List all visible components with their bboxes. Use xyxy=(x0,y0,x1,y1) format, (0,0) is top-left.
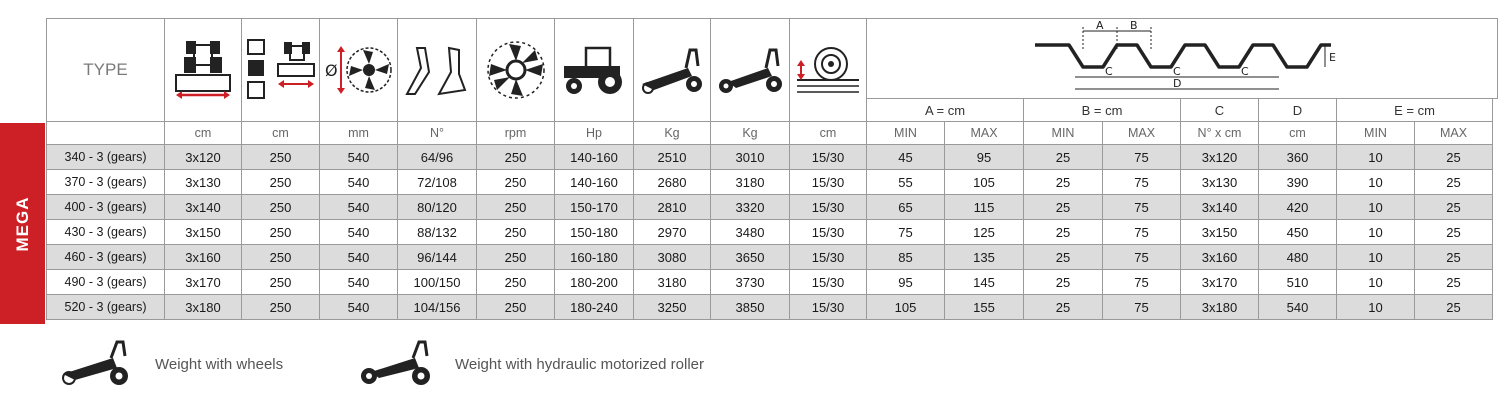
unit-cell: MIN xyxy=(867,122,945,145)
table-cell: 3320 xyxy=(711,195,790,220)
table-cell: 10 xyxy=(1337,195,1415,220)
table-cell: 75 xyxy=(867,220,945,245)
table-cell: 3850 xyxy=(711,295,790,320)
table-cell: 250 xyxy=(242,195,320,220)
param-d-header: D xyxy=(1259,99,1337,122)
blades-icon xyxy=(398,19,477,122)
unit-cell: MIN xyxy=(1024,122,1103,145)
diagram-label-c3: C xyxy=(1241,64,1249,78)
unit-cell: cm xyxy=(165,122,242,145)
table-cell: 15/30 xyxy=(790,195,867,220)
working-depth-icon xyxy=(790,19,867,122)
table-cell: 25 xyxy=(1415,145,1493,170)
table-cell: 250 xyxy=(477,170,555,195)
table-cell: 64/96 xyxy=(398,145,477,170)
table-cell: 3180 xyxy=(634,270,711,295)
table-cell: 250 xyxy=(477,295,555,320)
table-cell: 10 xyxy=(1337,145,1415,170)
table-cell: 80/120 xyxy=(398,195,477,220)
table-cell: 180-240 xyxy=(555,295,634,320)
table-cell: 25 xyxy=(1024,270,1103,295)
param-a-header: A = cm xyxy=(867,99,1024,122)
table-cell: 250 xyxy=(242,270,320,295)
table-cell: 25 xyxy=(1415,170,1493,195)
unit-cell: MAX xyxy=(1415,122,1493,145)
table-cell: 160-180 xyxy=(555,245,634,270)
legend-roller xyxy=(355,336,704,392)
diagram-label-e: E xyxy=(1329,50,1336,64)
table-cell: 15/30 xyxy=(790,295,867,320)
table-cell: 3x180 xyxy=(165,295,242,320)
table-cell: 3x170 xyxy=(1181,270,1259,295)
table-cell: 3480 xyxy=(711,220,790,245)
unit-cell: cm xyxy=(790,122,867,145)
table-cell: 540 xyxy=(320,270,398,295)
table-cell: 15/30 xyxy=(790,145,867,170)
table-cell: 510 xyxy=(1259,270,1337,295)
table-cell: 125 xyxy=(945,220,1024,245)
type-header: TYPE xyxy=(47,19,165,122)
table-cell: 25 xyxy=(1024,145,1103,170)
ridge-profile-diagram xyxy=(867,19,1498,99)
table-cell: 3x170 xyxy=(165,270,242,295)
table-cell: 450 xyxy=(1259,220,1337,245)
table-cell: 480 xyxy=(1259,245,1337,270)
table-cell: 250 xyxy=(477,145,555,170)
table-cell: 3180 xyxy=(711,170,790,195)
table-cell: 540 xyxy=(1259,295,1337,320)
track-width-icon xyxy=(242,19,320,122)
table-cell: 250 xyxy=(477,270,555,295)
table-row xyxy=(47,245,1498,270)
table-cell: 540 xyxy=(320,195,398,220)
unit-cell: Kg xyxy=(711,122,790,145)
legend-wheels-text: Weight with wheels xyxy=(155,355,284,373)
table-cell: 3x180 xyxy=(1181,295,1259,320)
table-cell: 140-160 xyxy=(555,145,634,170)
table-cell: 104/156 xyxy=(398,295,477,320)
unit-cell: N° x cm xyxy=(1181,122,1259,145)
model-type-cell: 520 - 3 (gears) xyxy=(47,295,165,320)
table-cell: 10 xyxy=(1337,245,1415,270)
side-tab-label: MEGA xyxy=(12,196,32,251)
table-cell: 75 xyxy=(1103,195,1181,220)
table-cell: 55 xyxy=(867,170,945,195)
spec-table xyxy=(46,18,1498,320)
model-type-cell: 490 - 3 (gears) xyxy=(47,270,165,295)
model-type-cell: 460 - 3 (gears) xyxy=(47,245,165,270)
wheels-machine-icon xyxy=(55,340,137,388)
machine-wheels-icon xyxy=(634,19,711,122)
table-cell: 25 xyxy=(1415,195,1493,220)
table-cell: 105 xyxy=(867,295,945,320)
table-cell: 15/30 xyxy=(790,170,867,195)
table-cell: 25 xyxy=(1415,295,1493,320)
table-cell: 25 xyxy=(1024,295,1103,320)
unit-cell: MIN xyxy=(1337,122,1415,145)
table-cell: 75 xyxy=(1103,145,1181,170)
table-cell: 15/30 xyxy=(790,245,867,270)
model-type-cell: 430 - 3 (gears) xyxy=(47,220,165,245)
table-cell: 3x160 xyxy=(1181,245,1259,270)
unit-cell: Kg xyxy=(634,122,711,145)
diagram-label-c1: C xyxy=(1105,64,1113,78)
table-cell: 25 xyxy=(1024,170,1103,195)
table-cell: 75 xyxy=(1103,245,1181,270)
unit-cell: rpm xyxy=(477,122,555,145)
table-cell: 72/108 xyxy=(398,170,477,195)
table-cell: 95 xyxy=(867,270,945,295)
working-width-icon xyxy=(165,19,242,122)
param-c-header: C xyxy=(1181,99,1259,122)
table-cell: 65 xyxy=(867,195,945,220)
table-row xyxy=(47,195,1498,220)
table-cell: 540 xyxy=(320,170,398,195)
unit-cell: MAX xyxy=(945,122,1024,145)
table-cell: 540 xyxy=(320,295,398,320)
table-cell: 75 xyxy=(1103,270,1181,295)
machine-roller-icon xyxy=(711,19,790,122)
table-cell: 420 xyxy=(1259,195,1337,220)
table-cell: 3010 xyxy=(711,145,790,170)
table-cell: 180-200 xyxy=(555,270,634,295)
table-cell: 45 xyxy=(867,145,945,170)
table-cell: 25 xyxy=(1415,220,1493,245)
table-cell: 85 xyxy=(867,245,945,270)
table-cell: 15/30 xyxy=(790,220,867,245)
table-cell: 95 xyxy=(945,145,1024,170)
table-cell: 10 xyxy=(1337,170,1415,195)
table-cell: 135 xyxy=(945,245,1024,270)
table-row xyxy=(47,220,1498,245)
table-cell: 2810 xyxy=(634,195,711,220)
diagram-label-d: D xyxy=(1173,76,1182,90)
roller-machine-icon xyxy=(355,340,437,388)
diagram-label-c2: C xyxy=(1173,64,1181,78)
table-cell: 250 xyxy=(242,245,320,270)
table-cell: 3250 xyxy=(634,295,711,320)
table-cell: 3080 xyxy=(634,245,711,270)
table-cell: 3x140 xyxy=(1181,195,1259,220)
table-row xyxy=(47,270,1498,295)
table-cell: 360 xyxy=(1259,145,1337,170)
table-cell: 88/132 xyxy=(398,220,477,245)
unit-cell: mm xyxy=(320,122,398,145)
table-cell: 155 xyxy=(945,295,1024,320)
param-e-header: E = cm xyxy=(1337,99,1493,122)
table-cell: 75 xyxy=(1103,295,1181,320)
table-cell: 250 xyxy=(242,295,320,320)
table-row xyxy=(47,295,1498,320)
table-row xyxy=(47,170,1498,195)
unit-cell: MAX xyxy=(1103,122,1181,145)
table-cell: 3650 xyxy=(711,245,790,270)
diagram-label-a: A xyxy=(1096,20,1104,32)
units-row xyxy=(47,122,1498,145)
table-cell: 2510 xyxy=(634,145,711,170)
table-cell: 540 xyxy=(320,145,398,170)
table-cell: 3x160 xyxy=(165,245,242,270)
table-cell: 25 xyxy=(1415,245,1493,270)
table-cell: 115 xyxy=(945,195,1024,220)
table-cell: 3x130 xyxy=(165,170,242,195)
table-cell: 540 xyxy=(320,245,398,270)
table-cell: 140-160 xyxy=(555,170,634,195)
legend-wheels xyxy=(55,336,283,392)
unit-cell: cm xyxy=(242,122,320,145)
table-cell: 145 xyxy=(945,270,1024,295)
table-cell: 75 xyxy=(1103,170,1181,195)
table-cell: 250 xyxy=(242,220,320,245)
unit-cell: Hp xyxy=(555,122,634,145)
legend-roller-text: Weight with hydraulic motorized roller xyxy=(455,355,704,373)
param-b-header: B = cm xyxy=(1024,99,1181,122)
table-cell: 10 xyxy=(1337,295,1415,320)
model-type-cell: 400 - 3 (gears) xyxy=(47,195,165,220)
table-cell: 3x120 xyxy=(165,145,242,170)
table-cell: 390 xyxy=(1259,170,1337,195)
table-cell: 3x120 xyxy=(1181,145,1259,170)
diagram-label-b: B xyxy=(1130,20,1138,32)
table-cell: 25 xyxy=(1024,245,1103,270)
table-cell: 3x150 xyxy=(1181,220,1259,245)
unit-cell: N° xyxy=(398,122,477,145)
table-cell: 25 xyxy=(1024,220,1103,245)
table-cell: 3x140 xyxy=(165,195,242,220)
table-cell: 10 xyxy=(1337,270,1415,295)
table-cell: 150-170 xyxy=(555,195,634,220)
rotor-rpm-icon xyxy=(477,19,555,122)
table-cell: 250 xyxy=(477,195,555,220)
table-cell: 3x130 xyxy=(1181,170,1259,195)
table-cell: 105 xyxy=(945,170,1024,195)
units-type-cell xyxy=(47,122,165,145)
table-cell: 250 xyxy=(477,245,555,270)
table-cell: 100/150 xyxy=(398,270,477,295)
unit-cell: cm xyxy=(1259,122,1337,145)
table-cell: 2680 xyxy=(634,170,711,195)
table-cell: 3x150 xyxy=(165,220,242,245)
table-cell: 96/144 xyxy=(398,245,477,270)
table-cell: 3730 xyxy=(711,270,790,295)
rotor-diameter-icon xyxy=(320,19,398,122)
table-cell: 250 xyxy=(477,220,555,245)
table-row xyxy=(47,145,1498,170)
model-type-cell: 340 - 3 (gears) xyxy=(47,145,165,170)
mega-side-tab xyxy=(0,123,45,324)
svg-text:Ø: Ø xyxy=(324,61,338,80)
table-cell: 2970 xyxy=(634,220,711,245)
table-cell: 10 xyxy=(1337,220,1415,245)
table-cell: 25 xyxy=(1024,195,1103,220)
table-cell: 250 xyxy=(242,170,320,195)
table-cell: 25 xyxy=(1415,270,1493,295)
model-type-cell: 370 - 3 (gears) xyxy=(47,170,165,195)
table-cell: 250 xyxy=(242,145,320,170)
table-cell: 15/30 xyxy=(790,270,867,295)
table-cell: 75 xyxy=(1103,220,1181,245)
table-cell: 540 xyxy=(320,220,398,245)
tractor-hp-icon xyxy=(555,19,634,122)
table-cell: 150-180 xyxy=(555,220,634,245)
